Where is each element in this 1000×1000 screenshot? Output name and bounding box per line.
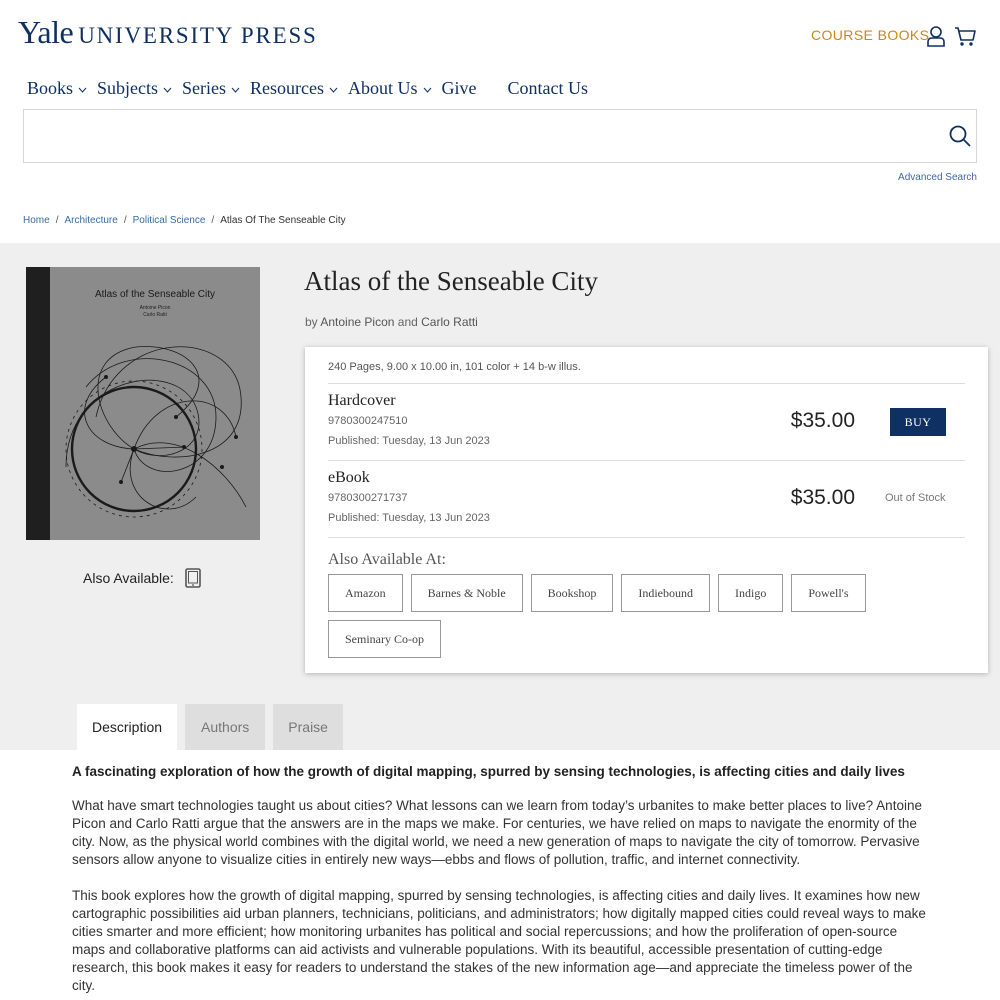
nav-series-label: Series [182,78,227,98]
nav-books-label: Books [27,78,74,98]
format-ebook: eBook [328,469,370,486]
content-tabs [77,704,351,750]
divider [328,383,965,384]
chevron-down-icon [163,87,172,93]
retailer-bookshop[interactable]: Bookshop [531,574,614,612]
description-panel [72,763,932,1000]
breadcrumb-architecture[interactable]: Architecture [64,215,118,226]
author-link-picon[interactable]: Antoine Picon [320,315,395,329]
retailer-amazon[interactable]: Amazon [328,574,403,612]
search-bar [23,109,977,163]
published-ebook: Published: Tuesday, 13 Jun 2023 [328,512,490,524]
isbn-hardcover: 9780300247510 [328,415,408,427]
tab-authors[interactable]: Authors [185,704,265,750]
price-ebook: $35.00 [790,486,855,509]
divider [328,537,965,538]
description-paragraph: What have smart technologies taught us about cities? What lessons can we learn from today’s urbanites to make better places to live? Antoine Picon and Carlo Ratti argue that the answers are in the maps we make. For centuries, we have relied on maps to navigate the enormity of the city. Now, as the physical world combines with the digital world, we need a new generation of maps to navigate the city of tomorrow. Pervasive sensors allow anyone to visualize cities in entirely new ways—ebbs and flows of pollution, traffic, and internet connectivity. [72,798,922,867]
format-hardcover: Hardcover [328,392,396,409]
chevron-down-icon [78,87,87,93]
advanced-search-link[interactable]: Advanced Search [898,172,977,183]
nav-about-us[interactable] [348,78,432,99]
course-books-link[interactable]: COURSE BOOKS [811,27,930,43]
search-input[interactable] [24,110,976,162]
logo-university-press: UNIVERSITY PRESS [78,23,318,48]
also-available-label: Also Available: [83,570,174,586]
nav-contact-us-label: Contact Us [507,78,589,98]
nav-subjects[interactable] [97,78,172,99]
isbn-ebook: 9780300271737 [328,492,408,504]
tab-description[interactable]: Description [77,704,177,750]
also-available-at-heading: Also Available At: [328,551,446,568]
nav-resources[interactable] [250,78,338,99]
breadcrumb-current: Atlas Of The Senseable City [220,215,346,226]
breadcrumb-home[interactable]: Home [23,215,50,226]
byline: by Antoine Picon and Carlo Ratti [305,315,478,329]
search-icon[interactable] [949,125,971,147]
also-available [83,568,201,588]
main-nav [27,78,598,99]
nav-give-label: Give [441,78,477,98]
nav-contact-us[interactable] [508,78,589,99]
purchase-card [305,347,988,673]
book-specs: 240 Pages, 9.00 x 10.00 in, 101 color + 14 b-w illus. [328,361,581,373]
nav-books[interactable] [27,78,87,99]
retailer-powells[interactable]: Powell's [791,574,865,612]
description-heading: A fascinating exploration of how the growth of digital mapping, spurred by sensing technologies, is affecting cities and daily lives [72,764,905,779]
breadcrumb: Home / Architecture / Political Science / Atlas Of The Senseable City [23,215,346,226]
chevron-down-icon [423,87,432,93]
nav-give[interactable] [442,78,477,99]
divider [328,460,965,461]
cover-authors: Antoine Picon Carlo Ratti [139,305,171,318]
user-icon[interactable] [926,25,946,47]
retailer-indiebound[interactable]: Indiebound [621,574,710,612]
yale-press-logo[interactable] [18,14,318,51]
nav-series[interactable] [182,78,240,99]
book-cover[interactable] [26,267,260,540]
nav-about-us-label: About Us [348,78,418,98]
breadcrumb-political-science[interactable]: Political Science [132,215,206,226]
retailer-barnes-noble[interactable]: Barnes & Noble [411,574,523,612]
description-paragraph: This book explores how the growth of digital mapping, spurred by sensing technologies, is affecting cities and daily lives. It examines how new cartographic possibilities aid urban planners, technicians, politicians, and administrators; how digitally mapped cities could reveal ways to make cities smarter and more efficient; how monitoring urbanites has political and social repercussions; and how the proliferation of open-source maps and collaborative platforms can aid activists and vulnerable populations. With its beautiful, accessible presentation of cutting-edge research, this book makes it easy for readers to understand the stakes of the new information age—and appreciate the timeless power of the city. [72,888,926,993]
nav-resources-label: Resources [250,78,324,98]
logo-yale: Yale [18,14,74,50]
price-hardcover: $35.00 [790,409,855,432]
nav-subjects-label: Subjects [97,78,159,98]
out-of-stock-label: Out of Stock [885,492,946,504]
buy-button[interactable]: BUY [890,408,946,436]
chevron-down-icon [231,87,240,93]
tab-praise[interactable]: Praise [273,704,343,750]
chevron-down-icon [329,87,338,93]
book-title: Atlas of the Senseable City [304,266,598,296]
tablet-icon[interactable] [185,568,201,588]
published-hardcover: Published: Tuesday, 13 Jun 2023 [328,435,490,447]
cart-icon[interactable] [954,25,976,47]
retailer-list [328,574,888,666]
cover-title: Atlas of the Senseable City [94,289,216,300]
retailer-indigo[interactable]: Indigo [718,574,783,612]
author-link-ratti[interactable]: Carlo Ratti [421,315,478,329]
retailer-seminary-coop[interactable]: Seminary Co-op [328,620,441,658]
